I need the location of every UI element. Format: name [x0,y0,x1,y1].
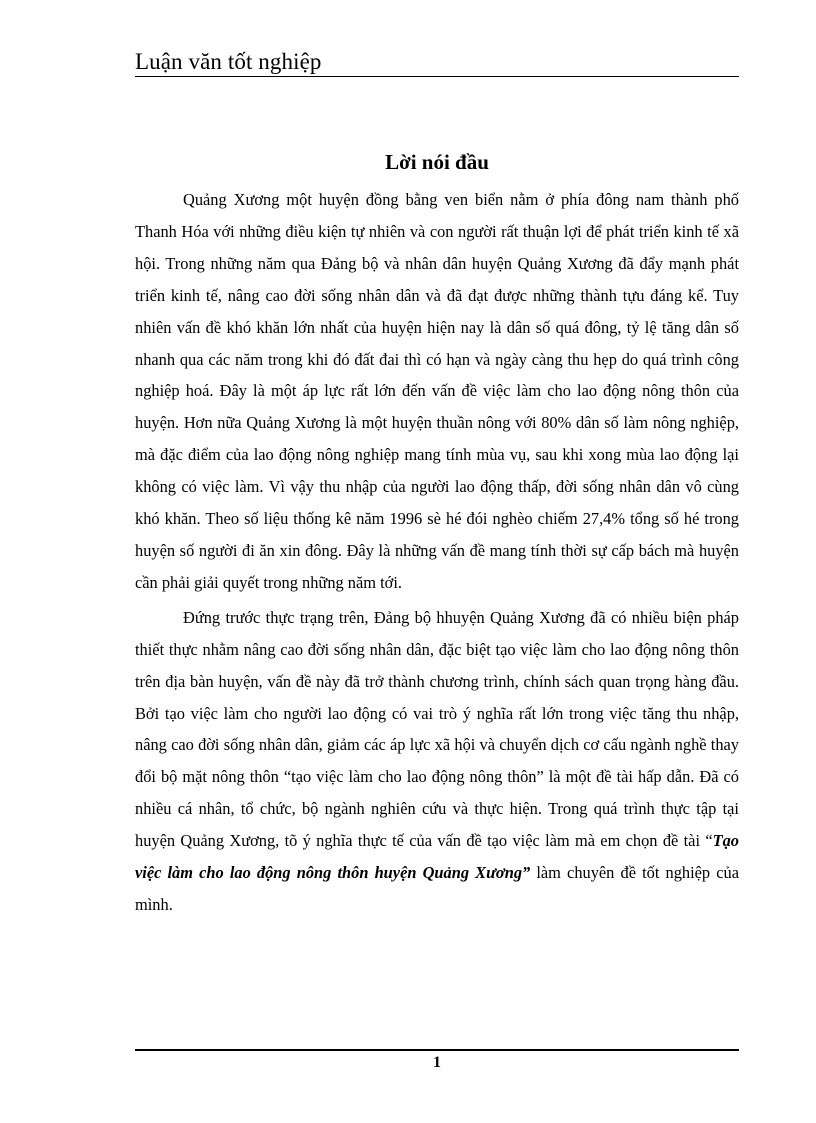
document-title: Lời nói đầu [385,150,489,174]
paragraph-2-text: Đứng trước thực trạng trên, Đảng bộ hhuyện Quảng Xương đã có nhiều biện pháp thiết thực nhằm nâng cao đời sống nhân dân, đặc biệt tạo việc làm cho lao động nông thôn trên địa bàn huyện, vấn đề này đã trở thành chương trình, chính sách quan trọng hàng đầu. Bởi tạo việc làm cho người lao động có vai trò ý nghĩa rất lớn trong việc tăng thu nhập, nâng cao đời sống nhân dân, giảm các áp lực xã hội và chuyển dịch cơ cấu ngành nghề thay đổi bộ mặt nông thôn “tạo việc làm cho lao động nông thôn” là một đề tài hấp dẫn. Đã có nhiều cá nhân, tổ chức, bộ ngành nghiên cứu và thực hiện. Trong quá trình thực tập tại huyện Quảng Xương, tõ ý nghĩa thực tế của vấn đề tạo việc làm mà em chọn đề tài “ [135,607,739,851]
header-rule [135,76,739,77]
footer-rule [135,1049,739,1051]
running-header: Luận văn tốt nghiệp [135,49,322,74]
page-number: 1 [433,1054,441,1071]
paragraph-2-ending: làm chuyên đề tốt nghiệp của mình. [135,863,739,914]
paragraph-1: Quảng Xương một huyện đồng bằng ven biển nằm ở phía đông nam thành phố Thanh Hóa với những điều kiện tự nhiên và con người rất thuận lợi để phát triển kinh tế xã hội. Trong những năm qua Đảng bộ và nhân dân huyện Quảng Xương đã đẩy mạnh phát triển kinh tế, nâng cao đời sống nhân dân và đã đạt được những thành tựu đáng kể. Tuy nhiên vấn đề khó khăn lớn nhất của huyện hiện nay là dân số quá đông, tỷ lệ tăng dân số nhanh qua các năm trong khi đó đất đai thì có hạn và ngày càng thu hẹp do quá trình công nghiệp hoá. Đây là một áp lực rất lớn đến vấn đề việc làm cho lao động nông thôn của huyện. Hơn nữa Quảng Xương là một huyện thuần nông với 80% dân số làm nông nghiệp, mà đặc điểm của lao động nông nghiệp mang tính mùa vụ, sau khi xong mùa lao động lại không có việc làm. Vì vậy thu nhập của người lao động thấp, đời sống nhân dân vô cùng khó khăn. Theo số liệu thống kê năm 1996 sè hé đói nghèo chiếm 27,4% tổng số hé trong huyện số người đi ăn xin đông. Đây là những vấn đề mang tính thời sự cấp bách mà huyện cần phải giải quyết trong những năm tới. [135,190,739,592]
body-text [135,184,739,921]
paragraph-2 [135,602,739,921]
thesis-topic-emphasis: Tạo việc làm cho lao động nông thôn huyện Quảng Xương” [135,831,739,883]
